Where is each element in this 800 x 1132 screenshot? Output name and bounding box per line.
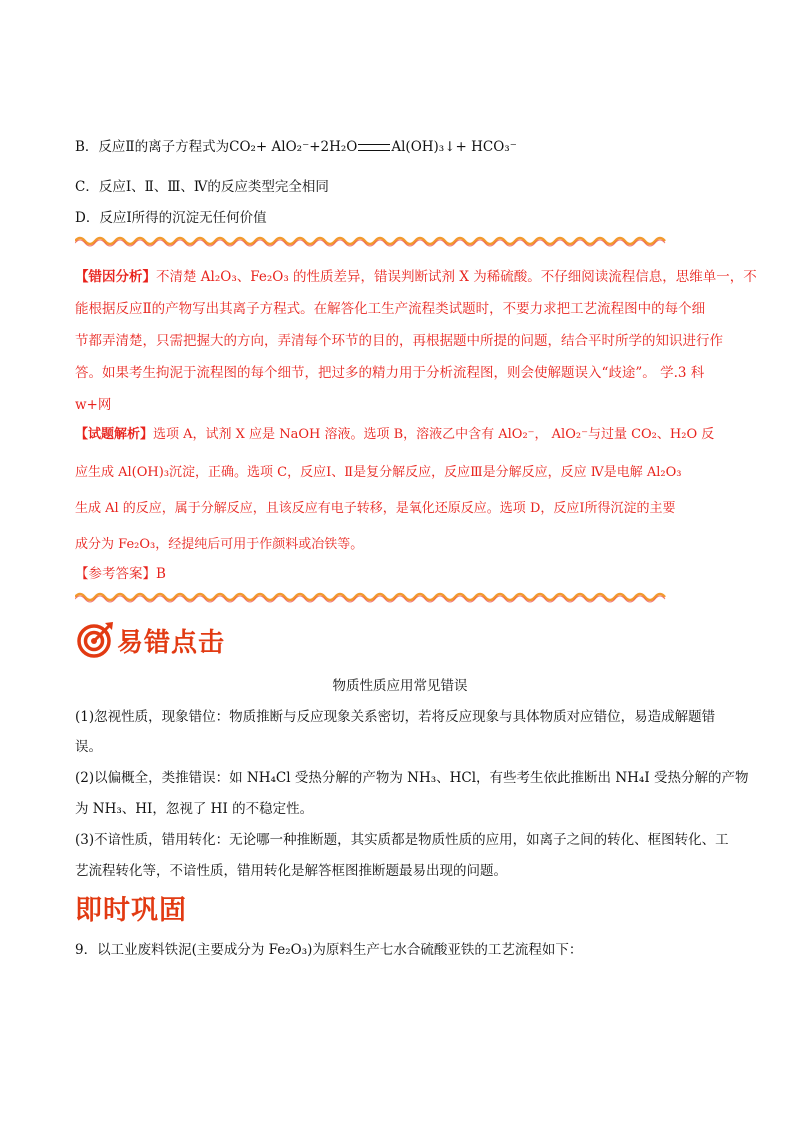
point-3-line-1: (3)不谙性质，错用转化：无论哪一种推断题，其实质都是物质性质的应用，如离子之间的转化、框图转化、工	[75, 832, 729, 848]
option-d: D．反应Ⅰ所得的沉淀无任何价值	[75, 210, 267, 226]
option-b-eq-right: Al(OH)₃↓+ HCO₃⁻	[391, 139, 517, 155]
solution-line-3: 生成 Al 的反应，属于分解反应，且该反应有电子转移，是氧化还原反应。选项 D，反应Ⅰ所得沉淀的主要	[75, 501, 676, 516]
option-b	[75, 137, 725, 157]
section-banner-2-text: 即时巩固	[75, 895, 187, 926]
error-analysis-line-4: 答。如果考生拘泥于流程图的每个细节，把过多的精力用于分析流程图，则会使解题误入“歧途”。 学.3 科	[75, 365, 705, 381]
point-2-line-2: 为 NH₃、HI，忽视了 HI 的不稳定性。	[75, 801, 314, 817]
point-1-line-2: 误。	[75, 739, 102, 755]
question-9: 9．以工业废料铁泥(主要成分为 Fe₂O₃)为原料生产七水合硫酸亚铁的工艺流程如下：	[75, 942, 583, 958]
error-analysis-line-3: 节都弄清楚，只需把握大的方向，弄清每个环节的目的，再根据题中所提的问题，结合平时所学的知识进行作	[75, 333, 723, 349]
target-icon	[75, 620, 115, 660]
wavy-divider	[75, 234, 670, 248]
error-analysis-label: 【错因分析】	[75, 269, 156, 285]
answer-line	[75, 564, 725, 584]
wavy-divider	[75, 590, 670, 604]
solution-text: 选项 A，试剂 X 应是 NaOH 溶液。选项 B，溶液乙中含有 AlO₂⁻， AlO₂⁻与过量 CO₂、H₂O 反	[153, 427, 715, 442]
solution-label: 【试题解析】	[75, 427, 154, 442]
point-3-line-2: 艺流程转化等，不谙性质，错用转化是解答框图推断题最易出现的问题。	[75, 863, 507, 879]
error-analysis-line-1	[75, 267, 757, 287]
solution-line-4: 成分为 Fe₂O₃，经提纯后可用于作颜料或冶铁等。	[75, 537, 364, 552]
error-analysis-line-5: w+网	[75, 397, 112, 413]
section-banner-consolidate	[75, 886, 275, 926]
section-title: 物质性质应用常见错误	[332, 678, 468, 694]
error-analysis-line-2: 能根据反应Ⅱ的产物写出其离子方程式。在解答化工生产流程类试题时，不要力求把工艺流程图中的每个细	[75, 301, 706, 317]
option-b-prefix: B．反应Ⅱ的离子方程式为	[75, 139, 230, 155]
solution-line-2: 应生成 Al(OH)₃沉淀，正确。选项 C，反应Ⅰ、Ⅱ是复分解反应，反应Ⅲ是分解反应，反应 Ⅳ是电解 Al₂O₃	[75, 465, 682, 480]
point-1-line-1: (1)忽视性质，现象错位：物质推断与反应现象关系密切，若将反应现象与具体物质对应错位，易造成解题错	[75, 709, 716, 725]
equals-sign	[358, 144, 390, 151]
solution-line-1	[75, 425, 725, 445]
option-b-eq-left: CO₂+ AlO₂⁻+2H₂O	[229, 139, 358, 155]
answer-value: B	[156, 566, 166, 582]
error-analysis-text: 不清楚 Al₂O₃、Fe₂O₃ 的性质差异，错误判断试剂 X 为稀硫酸。不仔细阅读流程信息，思维单一，不	[156, 269, 757, 285]
option-c: C．反应Ⅰ、Ⅱ、Ⅲ、Ⅳ的反应类型完全相同	[75, 179, 329, 195]
point-2-line-1: (2)以偏概全，类推错误：如 NH₄Cl 受热分解的产物为 NH₃、HCl，有些考生依此推断出 NH₄I 受热分解的产物	[75, 770, 749, 786]
answer-label: 【参考答案】	[75, 566, 156, 582]
section-banner-1-text: 易错点击	[117, 628, 226, 658]
section-banner-error-points	[75, 620, 275, 660]
